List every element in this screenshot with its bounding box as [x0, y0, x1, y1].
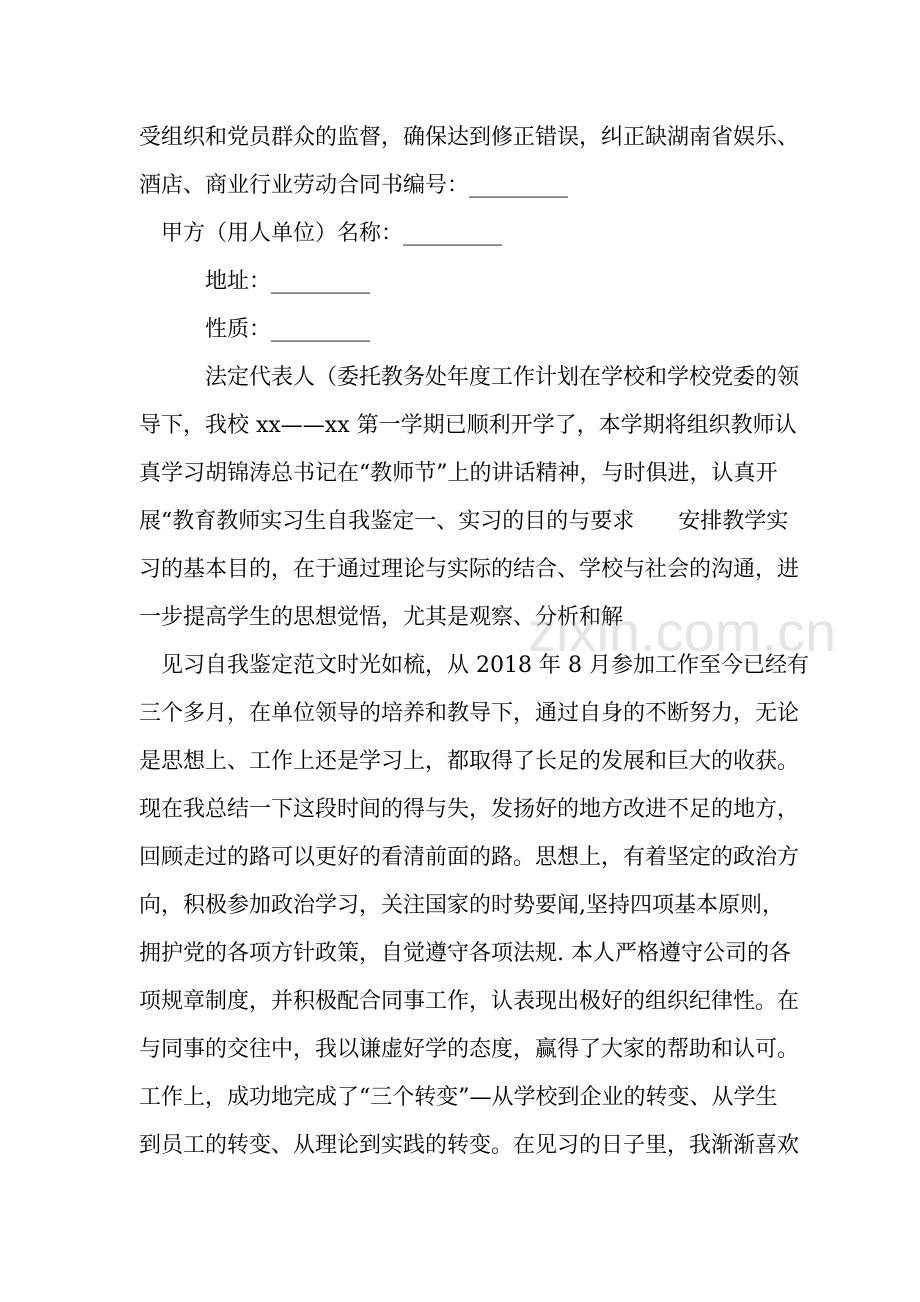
text-line-15: 现在我总结一下这段时间的得与失，发扬好的地方改进不足的地方，: [139, 797, 800, 822]
text-line-22: 到员工的转变、从理论到实践的转变。在见习的日子里，我渐渐喜欢: [139, 1133, 800, 1158]
text-line-8: 真学习胡锦涛总书记在“教师节”上的讲话精神，与时俱进，认真开: [139, 461, 778, 486]
text-line-6: 法定代表人（委托教务处年度工作计划在学校和学校党委的领: [205, 365, 800, 390]
text-line-4: 地址：_________: [205, 269, 371, 294]
text-line-17: 向，积极参加政治学习，关注国家的时势要闻,坚持四项基本原则，: [139, 893, 784, 918]
watermark: zixin.com.cn: [528, 600, 837, 663]
text-line-12: 见习自我鉴定范文时光如梳，从 2018 年 8 月参加工作至今已经有: [161, 653, 809, 678]
text-line-20: 与同事的交往中，我以谦虚好学的态度，赢得了大家的帮助和认可。: [139, 1037, 800, 1062]
text-line-10: 习的基本目的，在于通过理论与实际的结合、学校与社会的沟通，进: [139, 557, 800, 582]
text-line-1: 受组织和党员群众的监督，确保达到修正错误，纠正缺湖南省娱乐、: [139, 125, 800, 150]
text-line-3: 甲方（用人单位）名称：_________: [161, 221, 503, 246]
text-line-14: 是思想上、工作上还是学习上，都取得了长足的发展和巨大的收获。: [139, 749, 800, 774]
text-line-13: 三个多月，在单位领导的培养和教导下，通过自身的不断努力，无论: [139, 701, 800, 726]
text-line-21: 工作上，成功地完成了“三个转变”—从学校到企业的转变、从学生: [139, 1085, 778, 1110]
text-line-5: 性质：_________: [205, 317, 371, 342]
text-line-2: 酒店、商业行业劳动合同书编号：_________: [139, 173, 569, 198]
text-line-18: 拥护党的各项方针政策，自觉遵守各项法规. 本人严格遵守公司的各: [139, 941, 791, 966]
text-line-19: 项规章制度，并积极配合同事工作，认表现出极好的组织纪律性。在: [139, 989, 800, 1014]
text-line-16: 回顾走过的路可以更好的看清前面的路。思想上，有着坚定的政治方: [139, 845, 800, 870]
text-line-7: 导下，我校 xx——xx 第一学期已顺利开学了，本学期将组织教师认: [139, 413, 797, 438]
text-line-9: 展“教育教师实习生自我鉴定一、实习的目的与要求 安排教学实: [139, 509, 789, 534]
text-line-11: 一步提高学生的思想觉悟，尤其是观察、分析和解: [139, 605, 624, 630]
